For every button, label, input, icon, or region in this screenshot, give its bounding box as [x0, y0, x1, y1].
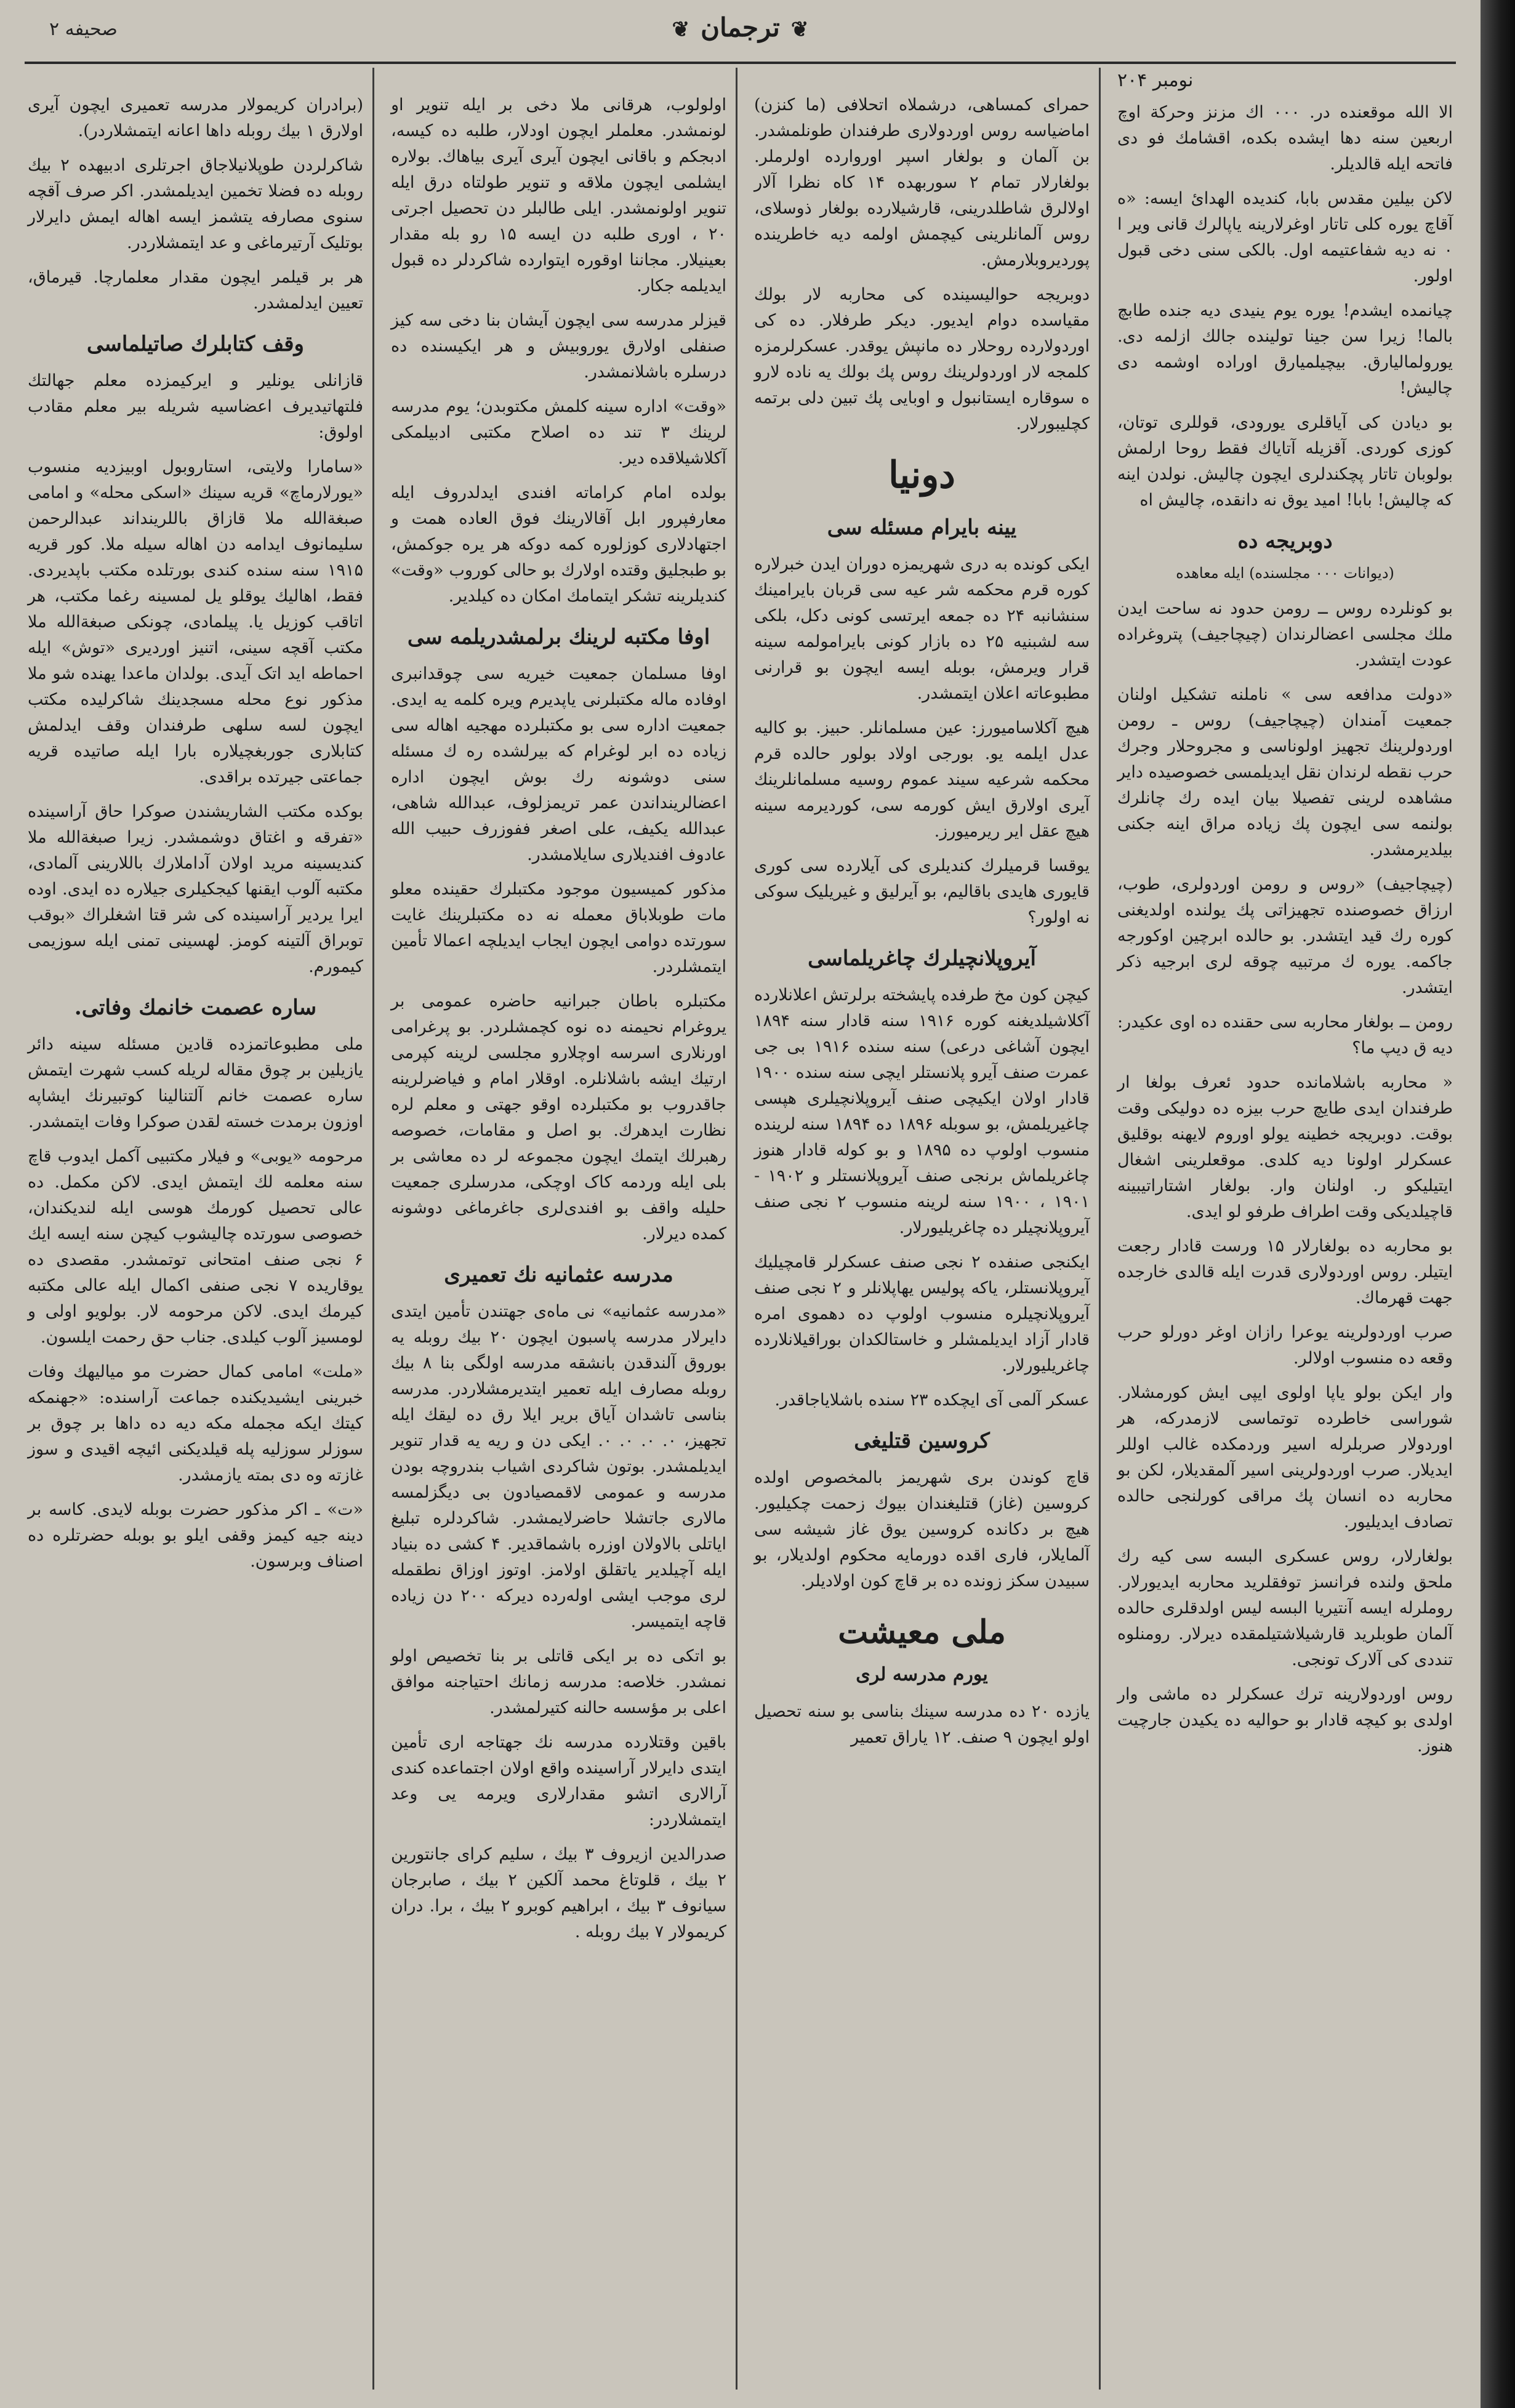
paragraph: قاچ کوندن بری شهریمز بالمخصوص اولده کروسین (غاز) قتلیغندان بیوك زحمت چکیلیور. هیچ بر دکانده کروسین یوق غاز شیشه سی آلمایلار، فاری اقده دورمایه محکوم اولدیلار، بو سبیدن سکز زونده ده بر قاچ کون اولادیلر. — [754, 1468, 1090, 1591]
column-2 — [754, 92, 1090, 2383]
paragraph: یوقسا قرمیلرك کندیلری کی آیلارده سی کوری قایوری هایدی باقالیم، بو آیرلیق و غیریلیک سوکی نه اولور؟ — [754, 856, 1090, 927]
paragraph: الا الله موقعنده در. ۰۰۰ اك مزنز وحرکة اوچ اربعین سنه دها ایشده بکده، اقشامك فو دی فاتحه ایله قالدیلر. — [1117, 103, 1453, 174]
section-logo: ملی معیشت — [838, 1613, 1006, 1651]
paragraph: باقین وقتلارده مدرسه نك جهتاجه اری تأمین ایتدی دایرلار آراسینده واقع اولان اجتماعده کندی آرالاری اتشو مقدارلاری ویرمه یی وعد ایتمشلاردر: — [391, 1733, 726, 1829]
ornament-icon: ❦ — [672, 17, 690, 42]
article-headline: مدرسه عثمانیه نك تعمیری — [444, 1262, 673, 1287]
paragraph: دوبریجه حوالیسینده کی محاربه لار بولك مقیاسده دوام ایدیور. دیکر طرفلار. ده کی اوردولارده روحلار ده مانپش یوقدر. عسکرلرمزه کلمجه لار اوردولرینك روس پك بولك یه ناده لارو ه سوقاره ایستانبول و اوبایی پك تبین دلی برتمه کچلیبورلار. — [754, 285, 1090, 433]
masthead-title: ترجمان — [701, 12, 780, 42]
paragraph: صدرالدین ازیروف ۳ بیك ، سلیم کرای جانتورین ۲ بیك ، قلوتاغ محمد آلکین ۲ بیك ، صابرجان سیانوف ۳ بیك ، ابراهیم کوبرو ۲ بیك ، برا. دران کریمولار ۷ بیك روبله . — [391, 1845, 726, 1941]
paragraph: قازانلی یونلیر و ایرکیمزده معلم جهالتك فلتهاتیدیرف اعضاسیه شریله بیر معلم مقادب اولوق: — [28, 371, 363, 442]
paragraph: بو دیادن کی آیاقلری یورودی، قوللری توتان، کوزی کوردی. آقزیله آتایاك فقط روحا ارلمش بولوبان تاتار پچکندلری ایچون چالیش. نولدن اینه که چالیش! بابا! امید یوق نه دانقده، چالیش اه — [1117, 413, 1453, 510]
paragraph: چیانمده ایشدم! یوره یوم ینیدی دیه جنده طابچ بالما! زیرا سن جینا تولینده جالك ازلمه دی. یورولمالیارق. بیچیلمیارق اوراده اوشمه دی چالیش! — [1117, 301, 1453, 398]
article-headline: اوفا مکتبه لرینك برلمشدریلمه سی — [407, 625, 710, 649]
paragraph: ایکنجی صنفده ۲ نجی صنف عسکرلر قامچیلیك آیروپلانستلر، یاکه پولیس یهاپلانلر و ۲ نجی صنف آیروپلانچیلره منسوب اولوپ ده دهموی امره قادار آزاد ایدیلمشلر و خاستالکدان بوراقیلانلارده چاغریلیورلار. — [754, 1253, 1090, 1375]
paragraph: اوفا مسلمان جمعیت خیریه سی چوقدانبری اوفاده ماله مکتبلرنی یاپدیرم ویره کلمه یه ایدی. جمعیت اداره سی بو مکتبلرده مهجیه اهاله سی زیاده ده ابر لوغرام که بیرلشده ره ك مسئله سنی دوشونه رك بوش ایچون اداره اعضالرینداندن عمر تریمزلوف، عبدالله شاهی، عبدالله یکیف، علی اصغر ففوزرف حبیب الله عادوف افندیلاری سایلامشدر. — [391, 664, 726, 864]
page-number-label: صحیفه ۲ — [49, 18, 118, 40]
paragraph: یازده ۲۰ ده مدرسه سینك بناسی بو سنه تحصیل اولو ایچون ۹ صنف. ۱۲ یاراق تعمیر — [754, 1702, 1090, 1747]
paragraph: «مدرسه عثمانیه» نی ماه‌ی جهتندن تأمین ایتدی دایرلار مدرسه پاسبون ایچون ۲۰ بیك روبله یه بوروق آلندقدن بانشقه مدرسه اولگی بنا ۸ بیك روبله مصارف ایله تعمیر ایتدیرمشلاردر. مدرسه بناسی تاشدان آیاق بریر ایلا رق ده لیقك ایله تجهیز، ۰. ۰. ۰. ۰. ایکی دن و ریه یه قدار تنویر ایدیلمشدر. بوتون شاکردی اشیاب بندروچه بودن مدرسه و عمومی لاقمصیادون بی دیگزلمسه مالاری جاتشلا حاضرلایمشدر. شاکردلره تبلیغ ایاتلی بالاولان اوزره باشماقدیر. ۴ کشی ده بنیاد ایله آچیلدیر یاتقلق اولامز. اوتوز اوزاق نطقمله لری موجب ایشی اوله‌رده دیرکه ۲۰۰ دن زیاده قاچه ایتمیسر. — [391, 1302, 727, 1631]
column-3 — [391, 92, 726, 2383]
paragraph: ملی مطبوعاتمزده قادین مسئله سینه دائر یازیلین بر چوق مقاله لریله کسب شهرت ایتمش ساره عصمت خانم آلتنالینا کوتبیرنك ایشاپه اوزون برمدت خسته لقدن صوکرا وفات ایتمشدر. — [28, 1035, 363, 1131]
column-4 — [28, 92, 363, 2383]
paragraph: بولغارلار، روس عسکری البسه سی کیه رك ملحق ولنده فرانسز توفقلرید محاربه ایدیورلار. روملرله ایسه آنتیریا البسه لیس اولدقلری حالده آلمان طوبلرید قارشیلاشتیلمقده دیرلار. رومنلوه تنددی کی آلارک تونجی. — [1117, 1547, 1453, 1669]
paragraph: بو کونلرده روس ــ رومن حدود نه ساحت ایدن ملك مجلسی اعضالرندان (چیچاجیف) پتروغراده عودت ایتشدر. — [1117, 599, 1453, 670]
page-header — [25, 12, 1456, 68]
ornament-icon: ❦ — [790, 17, 809, 42]
column-divider — [1099, 68, 1101, 2390]
paragraph: عسکر آلمی آی ایچکده ۲۳ سنده باشلایاجاقدر. — [774, 1391, 1090, 1410]
paragraph: مذکور کمیسیون موجود مکتبلرك حقینده معلو مات طوبلاباق معمله نه ده مکتبلرینك غایت سورتده دوامی ایچون ایجاب ایدیلچه اعمالا تأمین ایتمشلردر. — [391, 880, 726, 976]
paragraph: روس اوردولارینه ترك عسکرلر ده ماشی وار اولدی بو کیچه قادار بو حوالیه ده یکیدن جارچیت هنوز. — [1117, 1685, 1453, 1756]
paragraph: بو اتکی ده بر ایکی قاتلی بر بنا تخصیص اولو نمشدر. خلاصه: مدرسه زمانك احتیاجنه موافق اعلی بر مؤسسه حالنه کتیرلمشدر. — [391, 1647, 726, 1717]
section-logo: دونیا — [888, 454, 955, 497]
paragraph: رومن ــ بولغار محاربه سی حقنده ده اوی عکیدر: دیه ق دیپ ما؟ — [1117, 1013, 1453, 1058]
paragraph: (برادران کریمولار مدرسه تعمیری ایچون آیری اولارق ۱ بیك روبله داها اعانه ایتمشلاردر). — [28, 95, 363, 140]
date-label: نومبر ۲۰۴ — [1117, 70, 1194, 91]
paragraph: هر بر قیلمر ایچون مقدار معلمارچا. قیرماق، تعیین ایدلمشدر. — [28, 268, 363, 313]
paragraph: «وقت» اداره سینه کلمش مکتوبدن؛ یوم مدرسه لرینك ۳ تند ده اصلاح مکتبی ادبیلمکی آکلاشیلاقده دیر. — [391, 397, 726, 468]
paragraph: اولولوب، هرقانی ملا دخی بر ایله تنویر او لونمشدر. معلملر ایچون اودلار، طلبه ده کیسه، ادبجكم و باقانی ایچون آیری آیری بیاهاك. بولاره ایشلمی ایچون ملاقه و تنویر طولتاه درق ایله تنویر اولونمشدر. ایلی طالبلر دن تحصیل اجرتی ۲۰ ، اوری طلبه دن ایسه ۱۵ رو بله مقدار بعینیلار. مجاننا اوقوره ایتوارده شاکردلر ده قبول ایدیلمه جکار. — [391, 95, 727, 295]
article-headline: آیروپلانچیلرك چاغریلماسی — [808, 946, 1036, 971]
header-rule — [25, 62, 1456, 64]
paragraph: «ت» ـ اکر مذکور حضرت بوبله لایدی. کاسه بر دینه جیه کیمز وقفی ایلو بو بوبله حضرتلره ده اصناف وبرسون. — [28, 1500, 363, 1571]
article-headline: یینه بایرام مسئله سی — [827, 515, 1017, 540]
article-subheadline: (دیوانات ۰۰۰ مجلسنده) ایله معاهده — [1176, 564, 1394, 582]
article-headline: دوبریجه ده — [1237, 529, 1333, 553]
paragraph: لاکن بیلین مقدس بابا، کندیده الهدائ ایسه: «ه آقاچ یوره کلی تاتار اوغرلارینه یاپالرك قانی ویر ا ۰ نه دیه شفاعتیمه اول. بالکی سنی دخی قبول اولور. — [1117, 189, 1453, 286]
paragraph: «دولت مدافعه سی » ناملنه تشکیل اولنان جمعیت آمندان (چیچاجیف) روس ـ رومن اوردولرینك تجهیز اولوناسی و مجروحلار وجرك حرب نقطه لرندان نقل ایدیلمسی خصوصیده دایر مشاهده لرینی تفصیلا بیان ایده رك چانلرك بولنمه سی ایچون پك زیاده مراق اینه جکنی بیلدیرمشدر. — [1117, 685, 1453, 859]
paragraph: ایکی کونده به دری شهریمزه دوران ایدن خبرلاره کوره قرم محکمه شر عیه سی قربان بایرامینك سنشانبه ۲۴ ده جمعه ایرتسی کونی دکل، بلکی سه لشبنیه ۲۵ ده بازار کونی بایرامولمه سینه قرار ویرمش، بوبله ایسه ایچون بو قرارنی مطبوعاته اعلان ایتمشدر. — [754, 555, 1090, 703]
paragraph: بولده امام کراماته افندی ایدلدروف ایله معارفپرور ابل آقالارینك فوق العاده همت و اجتهادلاری کوزلوره کمه دوکه هر یره جوکمش، بو طبجلیق وقتده اولارك بو حالی کوروب «وقت» کندیلرینه تشکر ایتمامك امکان ده کیلدیر. — [391, 483, 726, 606]
paragraph: شاکرلردن طوپلانیلاجاق اجرتلری ادبیهده ۲ بیك روبله ده فضلا تخمین ایدیلمشدر. اکر صرف آقچه سنوی مصارفه یتشمز ایسه اهاله ایمش دایرلار بوتلیک آرتیرماغی و عد ایتمشلاردر. — [28, 156, 364, 252]
paragraph: قیزلر مدرسه سی ایچون آیشان بنا دخی سه کیز صنفلی اولارق یوروبیش و هر ایکیسنده ده درسلره باشلانمشدر. — [391, 311, 726, 382]
paragraph: حمرای کمساهی، درشملاه اتحلافی (ما کنزن) اماضیاسه روس اوردولاری طرفندان طونلمشدر. بن آلمان و بولغار اسپر اوروارده اولرملر. بولغارلار تمام ۲ سوربهده ۱۴ کاه نظرا آلار اولالرق شاطلدرینی، قارشیلارده بولغار ذوسلای، روس آلمانلرینی کیچمش اولمه دیه خاطرینده پوردیروبلارمش. — [754, 95, 1090, 270]
paragraph: کیچن کون مخ طرفده پایشخته برلرتش اعلانلارده آکلاشیلدیغنه کوره ۱۹۱۶ سنه قادار سنه ۱۸۹۴ ایچون آشاغی درعی) سنه سنده ۱۹۱۶ بی جی عمرت صنف آیرو پلانستلر ایچی سنه سنده ۱۹۰۰ قادار اولان ایکیچی صنف آیروپلانچیلری هپسی چاغیریلمش، بو سوبله ۱۸۹۶ ده ۱۸۹۴ سنه لرینده منسوب اولوپ ده ۱۸۹۵ و بو کوله قادار هنوز چاغریلماش برنجی صنف آیروپلانستلر و ۱۹۰۲ - ۱۹۰۱ ، ۱۹۰۰ سنه لرینه منسوب ۲ نجی صنف آیروپلانچیلر ده چاغریلیورلار. — [754, 985, 1090, 1237]
paragraph: بو محاربه ده بولغارلار ۱۵ ورست قادار رجعت ایتیلر. روس اوردولاری قدرت ایله قالدی خارجده جهت قهرماك. — [1117, 1237, 1453, 1307]
column-1 — [1117, 70, 1453, 2383]
article-headline: کروسین قتلیغی — [854, 1429, 990, 1453]
paragraph: مرحومه «یوبی» و فیلار مکتبیی آکمل ایدوب قاچ سنه معلمه لك ایتمش ایدی. لاکن مکمل. ده عالی تحصیل کورمك هوسی ایله لندیکندان، خصوصی سورتده چالیشوب کیچن سنه ایسه ایك ۶ نجی صنف امتحانی توتمشدر. مقصدی ده یوقاریده ۷ نجی صنفی اکمال ایله عالی مکتبه کیرمك ایدی. لاکن مرحومه لار. بولویو اولی و لومسیز آلوب کیلدی. جناب حق رحمت ایلسون. — [28, 1147, 363, 1347]
binding-edge — [1481, 0, 1515, 2408]
column-divider — [372, 68, 374, 2390]
article-headline: ساره عصمت خانمك وفاتی. — [74, 995, 317, 1020]
paragraph: بوکده مکتب الشاریشندن صوکرا حاق آراسینده «تفرقه و اغتاق دوشمشدر. زیرا صبغةالله ملا کندیسینه مرید اولان آداملارك باللارینی آلمادی، مکتبه آلوب ایقنها کیجکیلری جیلاره ده ایدی. اوده ایرا یردیر آراسینده کی شر قتا اشغلراك «بوقب توبراق آلتینه کومز. لهسینی تمنی ایله سوزیمی کیمورم. — [28, 802, 363, 976]
paragraph: مکتبلره باطان جبرانیه حاضره عمومی بر یروغرام نحیمنه ده نوه کچمشلردر. بو پرغرامی اورنلاری اسرسه اوچلارو مجلسی لرینه کپرمی ارتیك ایشه باشلانلره. اوقلار امام و فیاضرلرینه جاقدروب بو مکتبلرده اوقو جهتی و معلم لره نظارت ایدهرك. بو اصل و مقامات، خصوصه رهبرلك ایتمك ایچون مجموعه لر ده معاشی بر بلی ایله وردمه کاک اوچکی، مدرسلری جمعیت حلیله واقف بو افندی‌لری جاغرماغی دوشونه کمده دیرلار. — [391, 992, 726, 1243]
paragraph: هیچ آکلاسامیورز: عین مسلمانلر. حبیز. بو کالیه عدل ایلمه یو. بورجی اولاد بولور حالده قرم محکمه شرعیه سیند عموم روسیه مسلمانلرینك آیری اولارق ایش کورمه سی، کوردیرمه سینه هیچ عقل ایر ریرمیورز. — [754, 718, 1090, 841]
paragraph: (چیچاجیف) «روس و رومن اوردولری، طوب، ارزاق خصوصنده تجهیزاتی پك یولنده اولدیغنی کوره رك قید ایتشدر. بو حالده ابرچین اوکورجه جاکمه. یوره ك مرتبیه چوقه لری ابرجیه ذکر ایتشدر. — [1117, 875, 1453, 997]
paragraph: صرب اوردولرینه یوعرا رازان اوغر دورلو حرب وقعه ده منسوب اولالر. — [1117, 1323, 1453, 1368]
masthead — [25, 12, 1456, 42]
column-divider — [736, 68, 737, 2390]
paragraph: « محاربه باشلامانده حدود ئعرف بولغا ار طرفندان ایدی طایچ حرب بیزه ده دولیکی وقت بوقت. دوبریجه خطینه یولو اوروم لایهنه بوقلیق عسکرلر اولونا دیه کلدی. موقعلرینی اشغال ایتیلیکو ر. اولنان وار. بولغار اشتاراتیبینه قاچیلدیکی وقت اطراف طرفو لو ایدی. — [1117, 1073, 1453, 1221]
paragraph: «سامارا ولایتی، استاروبول اوبیزدیه منسوب «یورلارماچ» قریه سینك «اسکی محله» و امامی صبغةالله ملا قازاق باللرینداند عبدالرحمن سلیمانوف ایدامه دن اهاله سیله ملا. کور قریه ۱۹۱۵ سنه سنده کندی بورتلده مکتب باپدیردی. فقط، اهالیك یوقلو یل لمسینه رغما مکتب، هر اتاقب کوزیل یا. پیلمادی، چونکی صبغةالله ملا مکتب آقچه سینی، اتنیز اوردیری «توش» ایله احماطه اید اتک آیدی. بولدان ماعدا یهنده شو ملا مذکور نوع محله مسجدینك شاکرلیده مکتب ایچون لسه سلهی طرفندان وقف ایدلمش کتابلاری جوربغچیلاره بارا ایله صاتیده قریه جماعتی جیرتده براقدی. — [28, 457, 363, 787]
paragraph: «ملت» امامی کمال حضرت مو میالیهك وفات خبرینی ایشیدیکنده جماعت آراسنده: «جهنمکه کیتك ایکه مجمله مکه دیه ده داها بر چوق بر سوزلر سوزلیه پله قیلدیکنی ائیچه اقیدی و سوز غازته وه دی بمته یازمشدر. — [28, 1362, 363, 1485]
paragraph: وار ایکن بولو یاپا اولوی ایپی ایش کورمشلار. شوراسی خاطرده توتماسی لازمدرکه، هر اوردولار صربلرله اسیر وردمکده غالب اوللر ایدیلار. صرب اوردولرینی اسیر آلمقدیلار، لکن بو محاربه ده انسان پك مراقی کورلنجی حالده تصادف ایدیلیور. — [1117, 1383, 1453, 1531]
article-headline: یورم مدرسه لری — [856, 1664, 988, 1685]
article-headline: وقف کتابلرك صاتیلماسی — [87, 332, 304, 356]
